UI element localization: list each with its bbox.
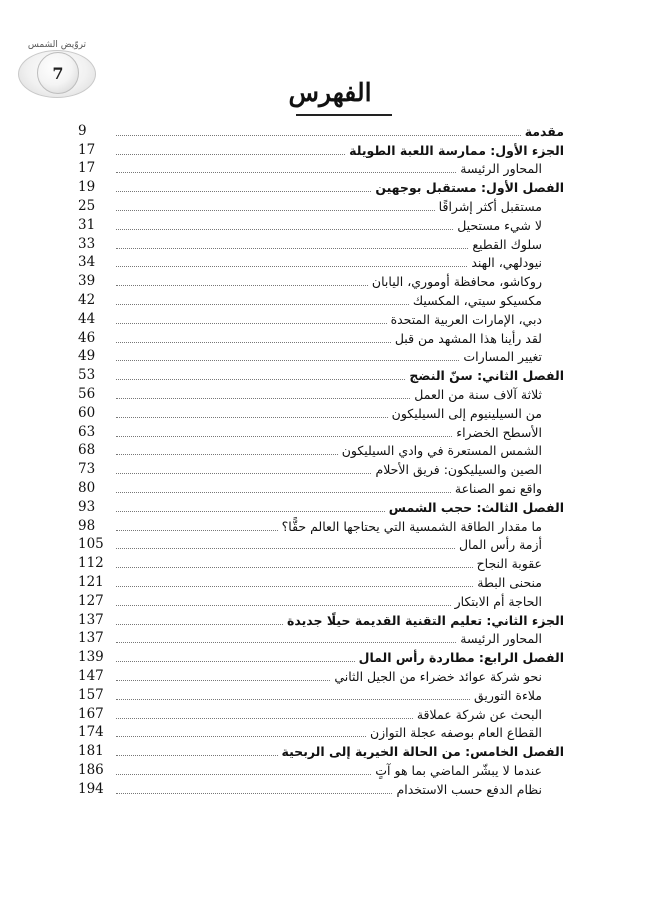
- toc-page-number: 167: [78, 705, 104, 722]
- toc-chapter-row: [78, 647, 564, 666]
- toc-entry-title: مكسيكو سيتي، المكسيك: [412, 292, 542, 308]
- toc-chapter-row: [78, 610, 564, 629]
- toc-dot-leader: [116, 285, 368, 286]
- toc-page-number: 17: [78, 141, 96, 158]
- toc-page-number: 25: [78, 197, 96, 214]
- toc-entry-title: الفصل الخامس: من الحالة الخيرية إلى الربحية: [281, 744, 564, 760]
- toc-entry-title: القطاع العام بوصفه عجلة التوازن: [369, 725, 542, 741]
- toc-section-row: [78, 779, 564, 798]
- toc-entry-title: نيودلهي، الهند: [471, 255, 542, 271]
- toc-section-row: [78, 535, 564, 554]
- toc-dot-leader: [116, 530, 278, 531]
- toc-entry-title: المحاور الرئيسة: [460, 631, 542, 647]
- toc-dot-leader: [116, 718, 413, 719]
- toc-entry-title: نحو شركة عوائد خضراء من الجيل الثاني: [334, 668, 542, 684]
- toc-dot-leader: [116, 454, 338, 455]
- toc-section-row: [78, 309, 564, 328]
- toc-dot-leader: [116, 511, 385, 512]
- toc-section-row: [78, 553, 564, 572]
- toc-dot-leader: [116, 323, 387, 324]
- toc-dot-leader: [116, 191, 371, 192]
- toc-section-row: [78, 271, 564, 290]
- toc-page-number: 127: [78, 592, 104, 609]
- toc-section-row: [78, 685, 564, 704]
- toc-page-number: 49: [78, 348, 96, 365]
- toc-page-number: 139: [78, 649, 104, 666]
- toc-page-number: 147: [78, 667, 104, 684]
- toc-entry-title: أزمة رأس المال: [458, 537, 542, 553]
- toc-dot-leader: [116, 492, 451, 493]
- toc-dot-leader: [116, 135, 521, 136]
- toc-section-row: [78, 723, 564, 742]
- toc-page-number: 46: [78, 329, 96, 346]
- toc-section-row: [78, 290, 564, 309]
- toc-page-number: 98: [78, 517, 96, 534]
- toc-section-row: [78, 159, 564, 178]
- toc-entry-title: ثلاثة آلاف سنة من العمل: [414, 386, 542, 402]
- toc-entry-title: عقوبة النجاح: [476, 556, 542, 572]
- toc-entry-title: سلوك القطيع: [472, 236, 542, 252]
- toc-entry-title: الشمس المستعرة في وادي السيليكون: [341, 443, 542, 459]
- toc-entry-title: منحنى البطة: [477, 574, 542, 590]
- toc-dot-leader: [116, 473, 371, 474]
- toc-page-number: 174: [78, 724, 104, 741]
- toc-page-number: 112: [78, 555, 104, 572]
- toc-entry-title: من السيلينيوم إلى السيليكون: [391, 405, 542, 421]
- toc-page-number: 194: [78, 780, 104, 797]
- toc-dot-leader: [116, 605, 451, 606]
- toc-dot-leader: [116, 699, 470, 700]
- toc-entry-title: عندما لا يبشّر الماضي بما هو آتٍ: [375, 762, 542, 778]
- toc-page-number: 93: [78, 498, 96, 515]
- toc-page-number: 53: [78, 367, 96, 384]
- toc-section-row: [78, 234, 564, 253]
- toc-dot-leader: [116, 774, 371, 775]
- toc-page-number: 39: [78, 273, 96, 290]
- toc-entry-title: مستقبل أكثر إشراقًا: [438, 198, 542, 214]
- toc-section-row: [78, 384, 564, 403]
- toc-page-number: 19: [78, 179, 96, 196]
- toc-page-number: 34: [78, 254, 96, 271]
- toc-entry-title: لا شيء مستحيل: [457, 217, 542, 233]
- toc-dot-leader: [116, 379, 405, 380]
- toc-dot-leader: [116, 248, 468, 249]
- toc-dot-leader: [116, 680, 330, 681]
- toc-section-row: [78, 196, 564, 215]
- toc-entry-title: نظام الدفع حسب الاستخدام: [396, 781, 542, 797]
- toc-section-row: [78, 704, 564, 723]
- toc-entry-title: الحاجة أم الابتكار: [454, 593, 542, 609]
- toc-section-row: [78, 591, 564, 610]
- toc-chapter-row: [78, 365, 564, 384]
- page-number: 7: [37, 52, 79, 94]
- toc-section-row: [78, 328, 564, 347]
- toc-dot-leader: [116, 398, 410, 399]
- toc-entry-title: ما مقدار الطاقة الشمسية التي يحتاجها العالم حقًّا؟: [281, 518, 542, 534]
- title-underline: [296, 114, 392, 116]
- toc-section-row: [78, 760, 564, 779]
- toc-section-row: [78, 422, 564, 441]
- toc-dot-leader: [116, 642, 456, 643]
- toc-entry-title: روكاشو، محافظة أوموري، اليابان: [371, 274, 542, 290]
- page-title: الفهرس: [288, 78, 372, 107]
- toc-dot-leader: [116, 342, 391, 343]
- toc-page-number: 44: [78, 310, 96, 327]
- toc-section-row: [78, 441, 564, 460]
- toc-entry-title: تغيير المسارات: [463, 349, 542, 365]
- toc-page-number: 33: [78, 235, 96, 252]
- toc-page-number: 121: [78, 573, 104, 590]
- toc-entry-title: الأسطح الخضراء: [456, 424, 542, 440]
- toc-dot-leader: [116, 304, 409, 305]
- toc-entry-title: مقدمة: [524, 123, 564, 139]
- toc-page-number: 181: [78, 743, 104, 760]
- toc-chapter-row: [78, 121, 564, 140]
- toc-entry-title: الجزء الثاني: تعليم التقنية القديمة حيلًا جديدة: [287, 612, 564, 628]
- toc-section-row: [78, 666, 564, 685]
- toc-dot-leader: [116, 266, 467, 267]
- toc-entry-title: الفصل الرابع: مطاردة رأس المال: [358, 650, 564, 666]
- toc-page-number: 186: [78, 761, 104, 778]
- table-of-contents: [78, 121, 564, 798]
- toc-chapter-row: [78, 497, 564, 516]
- toc-dot-leader: [116, 360, 459, 361]
- toc-dot-leader: [116, 436, 452, 437]
- book-title: تروّيض الشمس: [27, 40, 87, 50]
- toc-dot-leader: [116, 755, 278, 756]
- toc-entry-title: لقد رأينا هذا المشهد من قبل: [394, 330, 542, 346]
- toc-page-number: 157: [78, 686, 104, 703]
- toc-page-number: 105: [78, 536, 104, 553]
- toc-page-number: 17: [78, 160, 96, 177]
- toc-page-number: 68: [78, 442, 96, 459]
- toc-entry-title: الفصل الثاني: سنّ النضج: [409, 368, 564, 384]
- toc-entry-title: واقع نمو الصناعة: [454, 480, 542, 496]
- toc-chapter-row: [78, 741, 564, 760]
- toc-dot-leader: [116, 417, 388, 418]
- toc-section-row: [78, 516, 564, 535]
- toc-entry-title: المحاور الرئيسة: [460, 161, 542, 177]
- toc-entry-title: دبي، الإمارات العربية المتحدة: [390, 311, 542, 327]
- toc-dot-leader: [116, 154, 345, 155]
- toc-dot-leader: [116, 736, 366, 737]
- toc-section-row: [78, 478, 564, 497]
- toc-dot-leader: [116, 567, 473, 568]
- toc-section-row: [78, 459, 564, 478]
- toc-page-number: 73: [78, 461, 96, 478]
- toc-page-number: 31: [78, 216, 96, 233]
- toc-page-number: 42: [78, 291, 96, 308]
- toc-section-row: [78, 215, 564, 234]
- toc-dot-leader: [116, 661, 355, 662]
- toc-dot-leader: [116, 624, 283, 625]
- toc-dot-leader: [116, 229, 453, 230]
- toc-section-row: [78, 347, 564, 366]
- toc-dot-leader: [116, 210, 435, 211]
- toc-dot-leader: [116, 586, 473, 587]
- toc-entry-title: الفصل الأول: مستقبل بوجهين: [375, 180, 564, 196]
- toc-entry-title: البحث عن شركة عملاقة: [416, 706, 542, 722]
- toc-page-number: 56: [78, 385, 96, 402]
- toc-entry-title: الصين والسيليكون: فريق الأحلام: [375, 462, 542, 478]
- toc-section-row: [78, 572, 564, 591]
- toc-section-row: [78, 253, 564, 272]
- toc-dot-leader: [116, 548, 455, 549]
- toc-entry-title: الجزء الأول: ممارسة اللعبة الطويلة: [349, 142, 564, 158]
- toc-page-number: 60: [78, 404, 96, 421]
- toc-section-row: [78, 629, 564, 648]
- toc-section-row: [78, 403, 564, 422]
- toc-dot-leader: [116, 793, 392, 794]
- toc-page-number: 9: [78, 122, 87, 139]
- toc-chapter-row: [78, 140, 564, 159]
- toc-chapter-row: [78, 177, 564, 196]
- toc-page-number: 80: [78, 479, 96, 496]
- toc-page-number: 63: [78, 423, 96, 440]
- toc-entry-title: ملاءة التوريق: [473, 687, 542, 703]
- toc-dot-leader: [116, 172, 456, 173]
- toc-entry-title: الفصل الثالث: حجب الشمس: [388, 499, 564, 515]
- toc-page-number: 137: [78, 630, 104, 647]
- toc-page-number: 137: [78, 611, 104, 628]
